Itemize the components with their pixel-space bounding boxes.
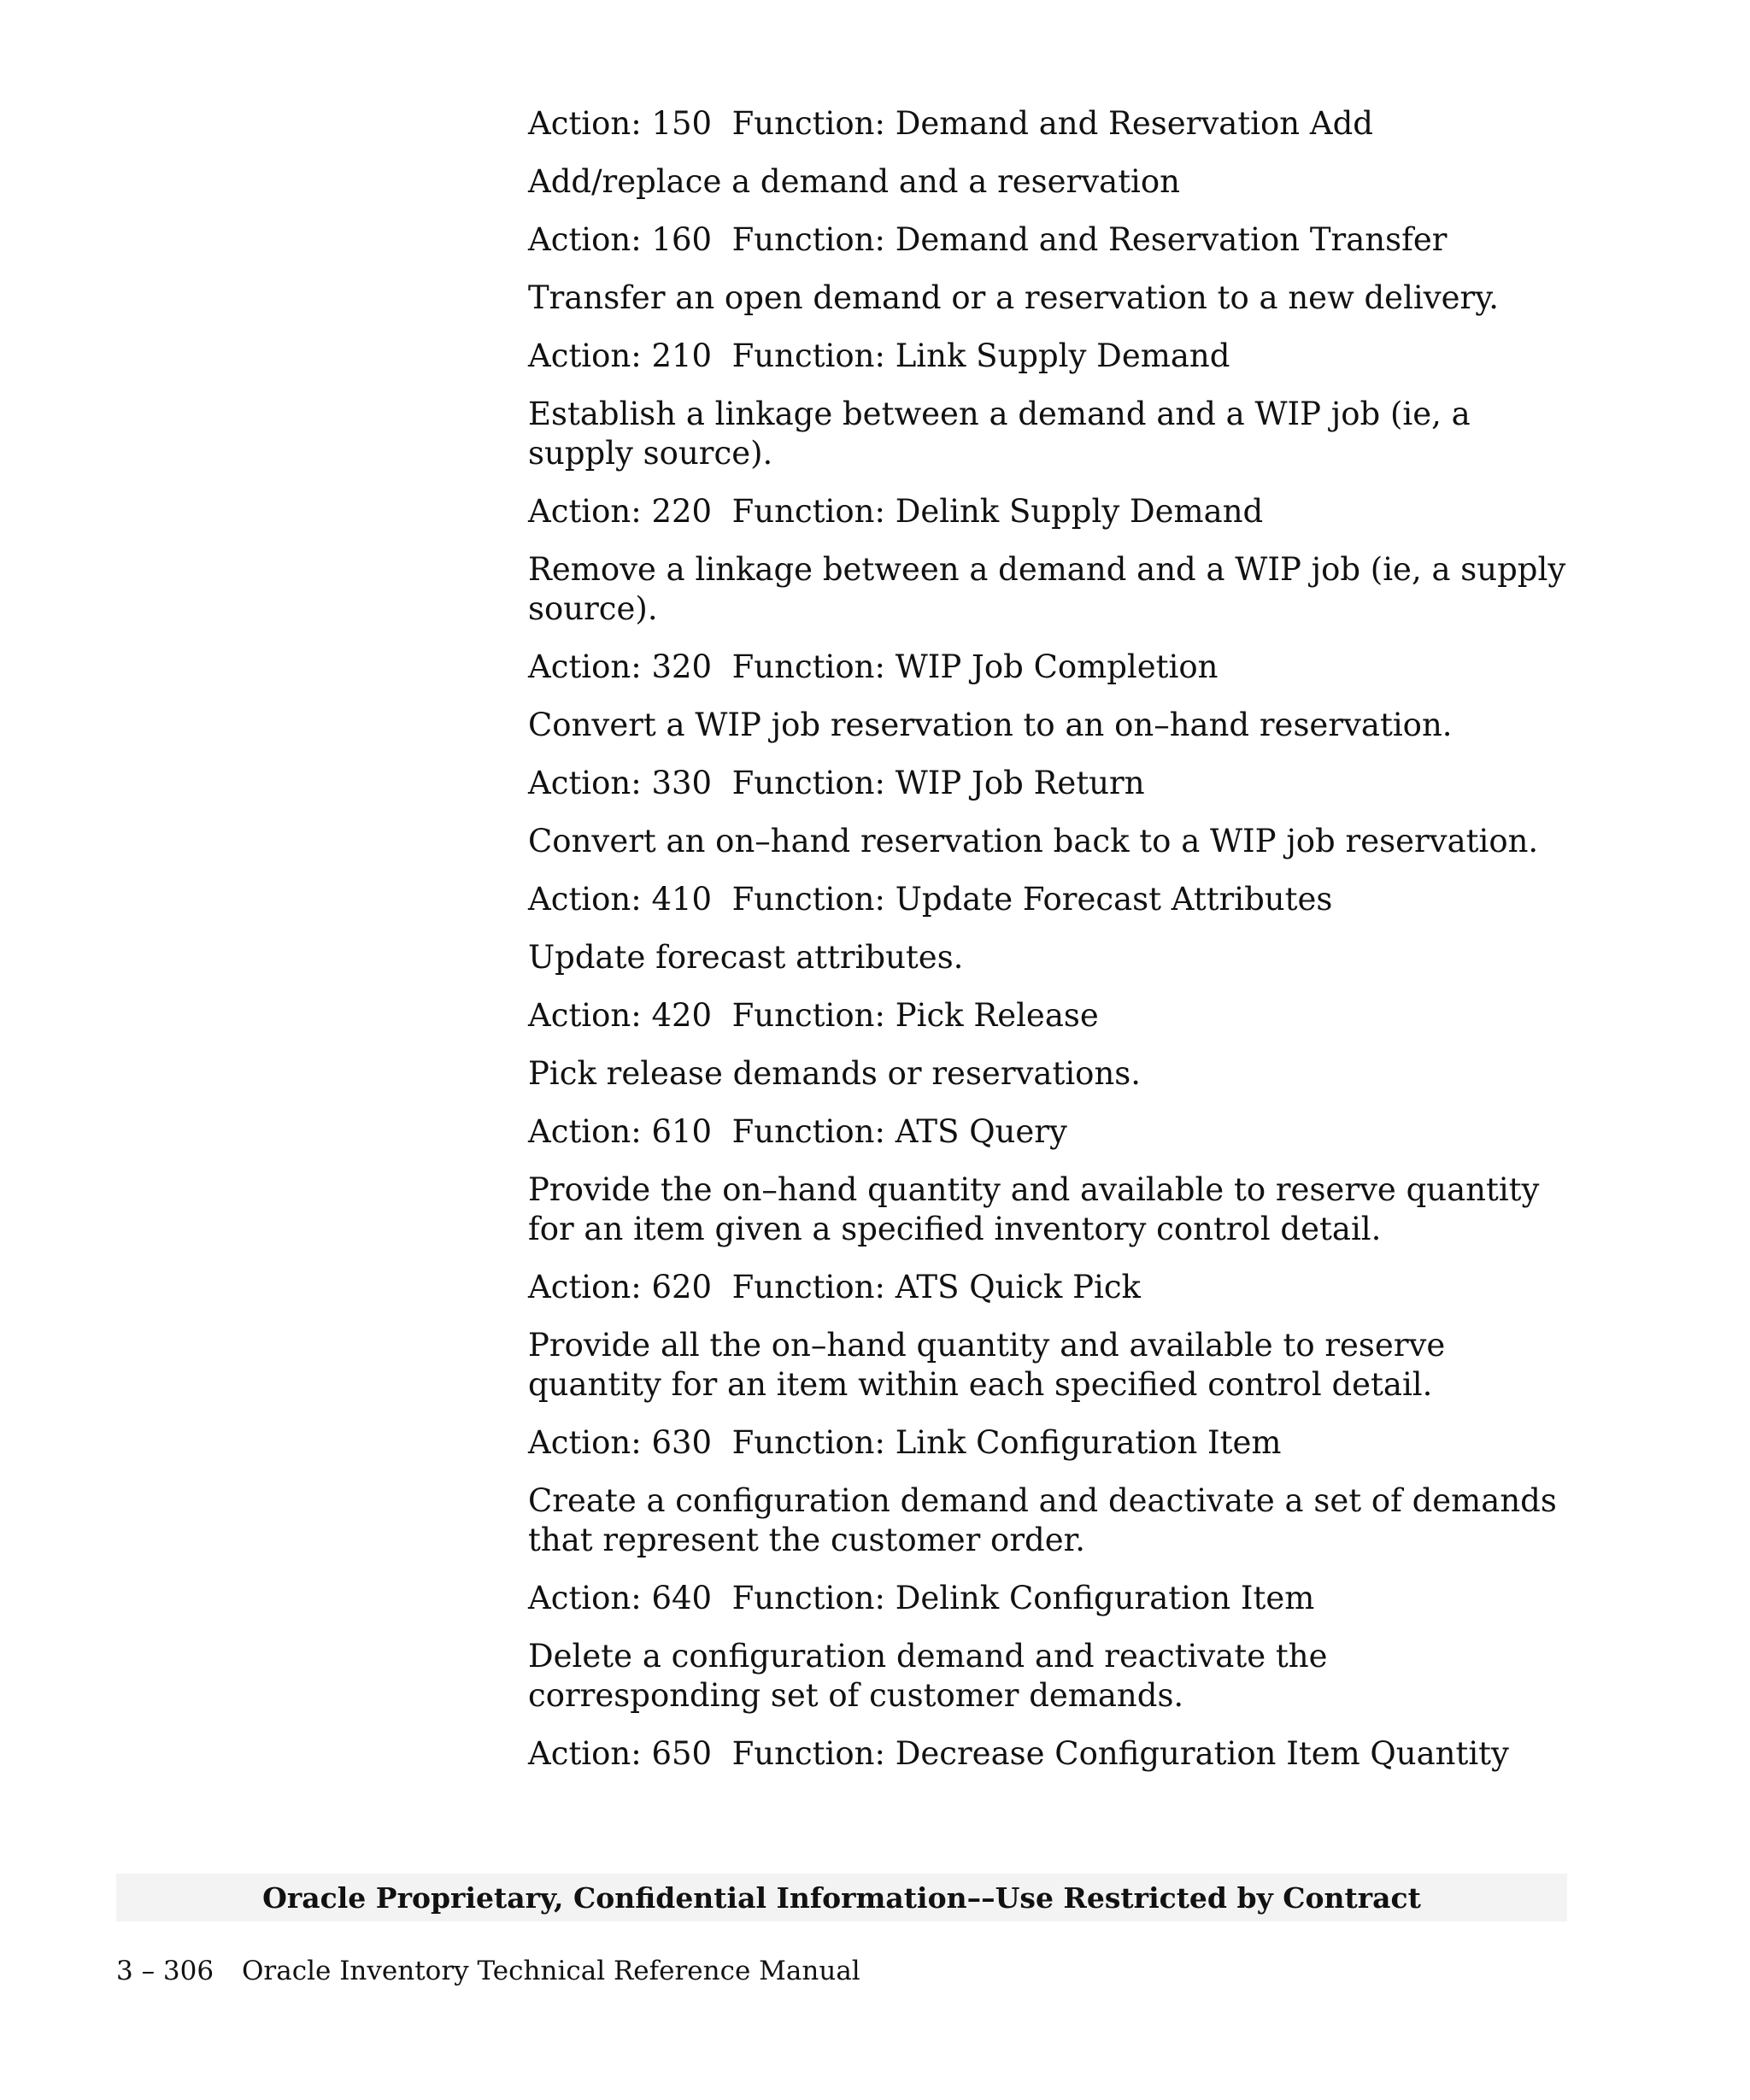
action-title: Action: 150 Function: Demand and Reservation Add	[528, 105, 1373, 142]
action-description: Convert a WIP job reservation to an on–hand reservation.	[528, 707, 1453, 743]
action-description: Remove a linkage between a demand and a WIP job (ie, a supply source).	[528, 551, 1566, 627]
action-description: Update forecast attributes.	[528, 939, 964, 976]
action-title: Action: 160 Function: Demand and Reservation Transfer	[528, 221, 1448, 258]
action-title: Action: 410 Function: Update Forecast Attributes	[528, 881, 1333, 918]
action-description: Add/replace a demand and a reservation	[528, 163, 1180, 200]
action-description: Convert an on–hand reservation back to a WIP job reservation.	[528, 823, 1539, 859]
action-title: Action: 650 Function: Decrease Configuration Item Quantity	[528, 1735, 1509, 1772]
action-title: Action: 620 Function: ATS Quick Pick	[528, 1269, 1141, 1305]
document-body	[528, 104, 1566, 1792]
action-description: Create a configuration demand and deactivate a set of demands that represent the customer order.	[528, 1482, 1557, 1558]
manual-title: Oracle Inventory Technical Reference Manual	[242, 1956, 860, 1986]
action-description: Transfer an open demand or a reservation to a new delivery.	[528, 279, 1499, 316]
page-footer	[116, 1956, 860, 1986]
confidential-banner: Oracle Proprietary, Confidential Information––Use Restricted by Contract	[116, 1874, 1567, 1921]
action-description: Provide all the on–hand quantity and available to reserve quantity for an item within each specified control detail.	[528, 1327, 1446, 1403]
action-title: Action: 210 Function: Link Supply Demand	[528, 337, 1230, 374]
action-title: Action: 220 Function: Delink Supply Demand	[528, 493, 1264, 530]
action-title: Action: 630 Function: Link Configuration Item	[528, 1424, 1282, 1461]
action-description: Pick release demands or reservations.	[528, 1055, 1142, 1092]
action-title: Action: 330 Function: WIP Job Return	[528, 765, 1145, 801]
action-description: Provide the on–hand quantity and available to reserve quantity for an item given a specified inventory control detail.	[528, 1171, 1540, 1247]
page-number: 3 – 306	[116, 1956, 214, 1986]
action-description: Delete a configuration demand and reactivate the corresponding set of customer demands.	[528, 1638, 1328, 1714]
action-description: Establish a linkage between a demand and a WIP job (ie, a supply source).	[528, 396, 1471, 472]
action-title: Action: 420 Function: Pick Release	[528, 997, 1099, 1034]
action-title: Action: 320 Function: WIP Job Completion	[528, 648, 1219, 685]
action-title: Action: 640 Function: Delink Configuration Item	[528, 1580, 1315, 1616]
action-title: Action: 610 Function: ATS Query	[528, 1113, 1067, 1150]
